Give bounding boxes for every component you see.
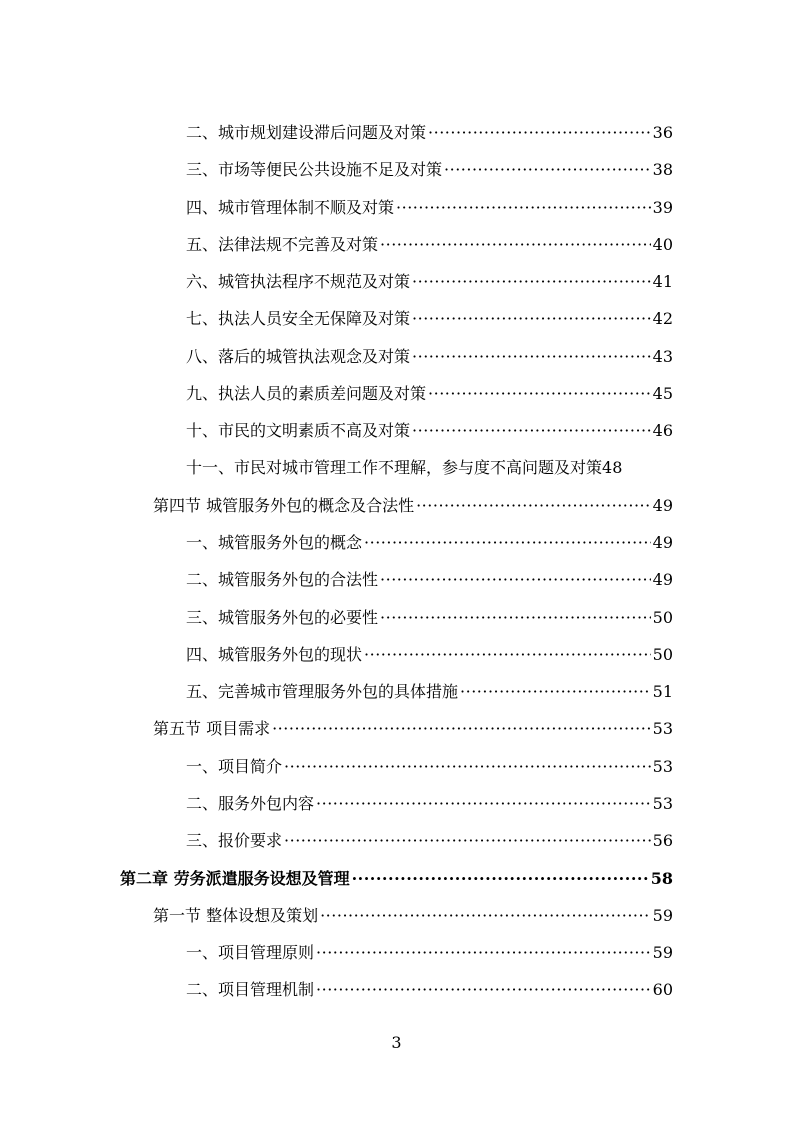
toc-entry-label: 四、城市管理体制不顺及对策 [186,198,395,217]
toc-entry[interactable] [153,491,673,517]
toc-entry-label: 一、项目管理原则 [186,943,315,962]
toc-entry[interactable] [186,826,673,852]
dot-leader [316,793,651,815]
toc-entry-label: 八、落后的城管执法观念及对策 [186,347,411,366]
toc-entry-label: 三、城管服务外包的必要性 [186,608,379,627]
toc-entry-page: 50 [652,645,673,664]
toc-entry-label: 二、城市规划建设滞后问题及对策 [186,123,427,142]
toc-entry[interactable] [186,118,673,144]
dot-leader [380,569,651,591]
dot-leader [380,607,651,629]
toc-entry-page: 53 [652,757,673,776]
dot-leader [396,197,651,219]
toc-entry[interactable] [186,938,673,964]
toc-entry[interactable] [186,975,673,1001]
toc-entry-label: 五、法律法规不完善及对策 [186,235,379,254]
toc-entry-page: 41 [652,272,673,291]
dot-leader [412,346,651,368]
dot-leader [364,644,651,666]
dot-leader [412,308,651,330]
toc-entry[interactable] [153,714,673,740]
toc-entry[interactable] [186,528,673,554]
toc-entry-page: 40 [652,235,673,254]
toc-entry[interactable] [186,640,673,666]
toc-entry-page: 51 [652,682,673,701]
toc-entry-label: 六、城管执法程序不规范及对策 [186,272,411,291]
toc-entry-label: 十一、市民对城市管理工作不理解，参与度不高问题及对策 [186,458,603,477]
dot-leader [320,905,651,927]
toc-entry-label: 九、执法人员的素质差问题及对策 [186,384,427,403]
dot-leader [412,271,651,293]
toc-entry[interactable] [186,453,673,479]
dot-leader [428,122,651,144]
dot-leader [284,756,651,778]
toc-entry[interactable] [186,603,673,629]
dot-leader [316,979,651,1001]
toc-entry-page: 53 [652,794,673,813]
dot-leader [444,159,651,181]
toc-entry-label: 十、市民的文明素质不高及对策 [186,421,411,440]
toc-entry-label: 四、城管服务外包的现状 [186,645,363,664]
toc-entry[interactable] [186,155,673,181]
dot-leader [272,718,651,740]
toc-entry-label: 三、市场等便民公共设施不足及对策 [186,160,443,179]
toc-entry-page: 56 [652,831,673,850]
dot-leader [380,234,651,256]
toc-entry-page: 46 [652,421,673,440]
toc-entry-label: 二、城管服务外包的合法性 [186,570,379,589]
toc-entry-label: 三、报价要求 [186,831,283,850]
toc-entry-page: 38 [652,160,673,179]
toc-entry-label: 二、项目管理机制 [186,980,315,999]
toc-entry-label: 五、完善城市管理服务外包的具体措施 [186,682,459,701]
toc-entry-page: 60 [652,980,673,999]
dot-leader [412,420,651,442]
toc-entry-page: 58 [650,869,673,888]
toc-entry-page: 50 [652,608,673,627]
toc-entry-page: 53 [652,719,673,738]
dot-leader [416,495,651,517]
dot-leader [316,942,651,964]
toc-entry[interactable] [186,416,673,442]
dot-leader [460,681,651,703]
toc-entry[interactable] [153,901,673,927]
dot-leader [364,532,651,554]
toc-entry[interactable] [186,677,673,703]
toc-entry[interactable] [186,342,673,368]
toc-entry-label: 二、服务外包内容 [186,794,315,813]
dot-leader [428,383,651,405]
toc-entry-label: 第四节 城管服务外包的概念及合法性 [153,496,415,515]
toc-entry[interactable] [186,379,673,405]
toc-entry[interactable] [186,565,673,591]
dot-leader [352,868,649,890]
toc-entry[interactable] [186,304,673,330]
dot-leader [284,830,651,852]
toc-entry-page: 42 [652,309,673,328]
toc-entry-page: 48 [602,458,623,477]
page-number: 3 [391,1033,402,1052]
toc-entry[interactable] [186,267,673,293]
toc-entry-label: 第一节 整体设想及策划 [153,906,319,925]
toc-entry[interactable] [186,230,673,256]
toc-entry-page: 36 [652,123,673,142]
toc-entry-page: 59 [652,906,673,925]
toc-entry-page: 49 [652,570,673,589]
toc-entry-page: 45 [652,384,673,403]
toc-entry-label: 一、项目简介 [186,757,283,776]
toc-entry-label: 七、执法人员安全无保障及对策 [186,309,411,328]
toc-entry-page: 49 [652,496,673,515]
toc-entry[interactable] [186,193,673,219]
toc-chapter-entry[interactable] [120,864,673,890]
toc-entry-page: 49 [652,533,673,552]
toc-entry[interactable] [186,752,673,778]
toc-entry[interactable] [186,789,673,815]
toc-entry-label: 一、城管服务外包的概念 [186,533,363,552]
toc-entry-page: 59 [652,943,673,962]
toc-entry-label: 第二章 劳务派遣服务设想及管理 [120,869,350,888]
toc-entry-page: 43 [652,347,673,366]
toc-entry-page: 39 [652,198,673,217]
toc-entry-label: 第五节 项目需求 [153,719,271,738]
